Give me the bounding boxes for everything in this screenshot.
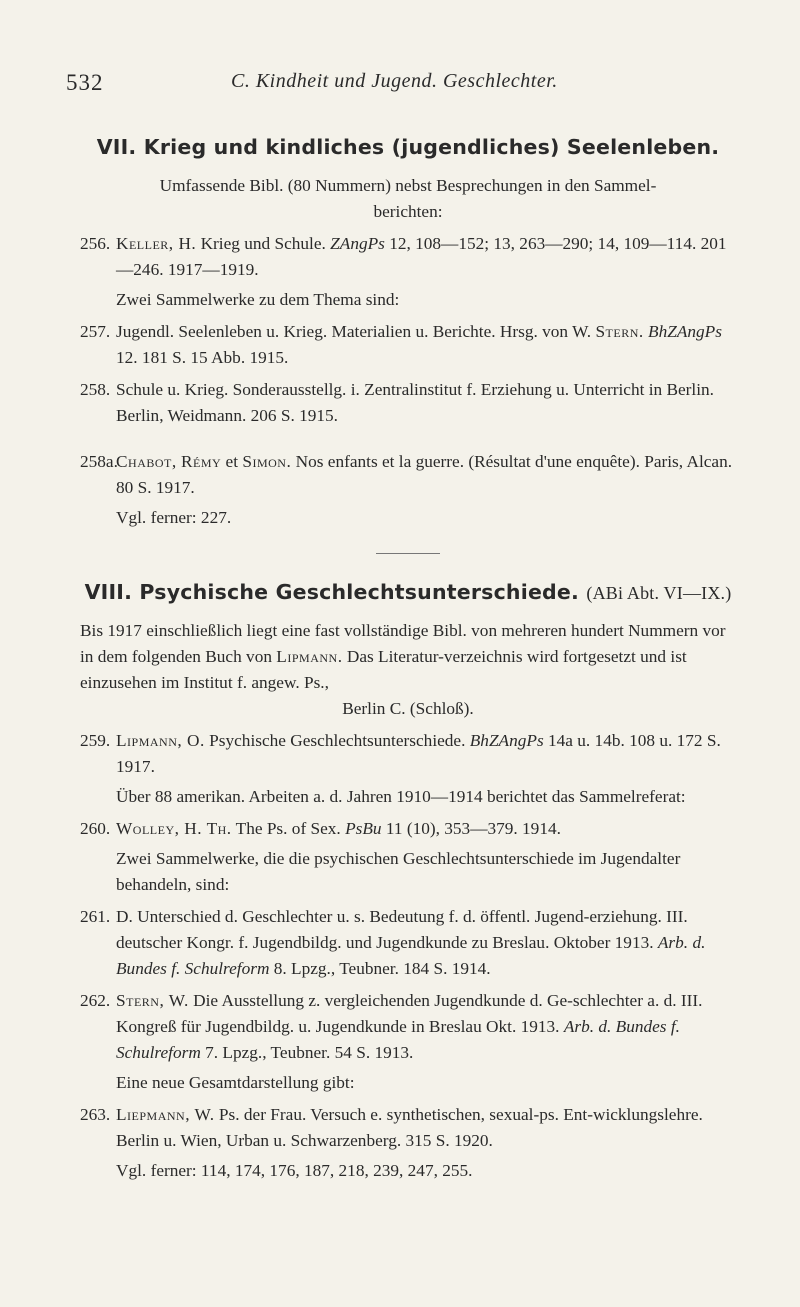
section-8-title-main: VIII. Psychische Geschlechtsunterschiede. (84, 580, 580, 604)
entry-text: Psychische Geschlechtsunterschiede. (204, 731, 470, 750)
note: Zwei Sammelwerke zu dem Thema sind: (116, 290, 400, 309)
entry-journal: BhZAngPs (469, 731, 544, 750)
section-8-title (80, 580, 736, 604)
entry-author: Lipmann, O. (116, 731, 205, 750)
see-also: Vgl. ferner: 114, 174, 176, 187, 218, 239, 247, 255. (116, 1161, 473, 1180)
section-7-intro-line-2: berichten: (373, 202, 443, 221)
running-title: C. Kindheit und Jugend. Geschlechter. (231, 70, 558, 92)
entry-text: Schule u. Krieg. Sonderausstellg. i. Zentralinstitut f. Erziehung u. Unterricht in Berlin. Berlin, Weidmann. 206 S. 1915. (116, 380, 714, 425)
entry-258 (80, 377, 736, 429)
entry-text: 8. Lpzg., Teubner. 184 S. 1914. (269, 959, 491, 978)
entry-256 (80, 231, 736, 283)
entry-263 (80, 1102, 736, 1154)
entry-text: et (221, 452, 243, 471)
entry-author: Rémy (181, 452, 222, 471)
entry-number: 262. (80, 991, 111, 1010)
page-header (66, 70, 746, 104)
entry-text: Ps. der Frau. Versuch e. synthetischen, sexual-ps. Ent-wicklungslehre. Berlin u. Wien, Urban u. Schwarzenberg. 315 S. 1920. (116, 1105, 703, 1150)
entry-260 (80, 816, 736, 842)
entry-259 (80, 728, 736, 780)
entry-text: 14a u. 14b. 108 u. 172 S. 1917. (116, 731, 721, 776)
entry-261 (80, 904, 736, 982)
entry-number: 263. (80, 1105, 111, 1124)
entry-journal: PsBu (345, 819, 382, 838)
entry-258a (80, 449, 736, 501)
entry-text: Jugendl. Seelenleben u. Krieg. Materialien u. Berichte. Hrsg. von W. (116, 322, 596, 341)
section-8-intro-end: Berlin C. (Schloß). (342, 699, 474, 718)
section-7-intro-line-1: Umfassende Bibl. (80 Nummern) nebst Besprechungen in den Sammel- (159, 176, 657, 195)
entry-number: 258. (80, 380, 111, 399)
intro-text: Bis 1917 einschließlich liegt eine fast vollständige Bibl. von mehreren hundert Nummern vor in dem folgenden Buch von (80, 621, 726, 666)
entry-editor: Stern. (595, 322, 644, 341)
entry-author: Wolley, H. Th. (116, 819, 232, 838)
entry-journal: ZAngPs (330, 234, 385, 253)
page-number: 532 (66, 70, 104, 95)
entry-257 (80, 319, 736, 371)
entry-journal: Arb. d. Bundes f. Schulreform (116, 1017, 680, 1062)
entry-text: Die Ausstellung z. vergleichenden Jugendkunde d. Ge-schlechter a. d. III. Kongreß für Jugendbildg. u. Jugendkunde in Breslau Okt. 1913. (116, 991, 703, 1036)
entry-text: Nos enfants et la guerre. (Résultat d'une enquête). Paris, Alcan. 80 S. 1917. (116, 452, 733, 497)
section-8-intro (80, 618, 736, 696)
entry-author: Keller, H. (116, 234, 197, 253)
section-7-title: VII. Krieg und kindliches (jugendliches) Seelenleben. (96, 135, 720, 159)
entry-number: 259. (80, 731, 111, 750)
section-8-title-ref: (ABi Abt. VI—IX.) (586, 583, 732, 603)
page-content (80, 135, 736, 1184)
entry-number: 261. (80, 907, 111, 926)
entry-author: Simon. (242, 452, 292, 471)
see-also: Vgl. ferner: 227. (116, 508, 232, 527)
note: Über 88 amerikan. Arbeiten a. d. Jahren 1910—1914 berichtet das Sammelreferat: (116, 787, 686, 806)
entry-author: Liepmann, W. (116, 1105, 215, 1124)
entry-262 (80, 988, 736, 1066)
entry-text: Krieg und Schule. (196, 234, 331, 253)
entry-author: Stern, W. (116, 991, 189, 1010)
intro-text: Das Literatur-verzeichnis wird fortgesetzt und ist einzusehen im Institut f. angew. Ps., (80, 647, 687, 692)
entry-text: 12, 108—152; 13, 263—290; 14, 109—114. 201—246. 1917—1919. (116, 234, 727, 279)
entry-text: 11 (10), 353—379. 1914. (381, 819, 561, 838)
entry-number: 257. (80, 322, 111, 341)
section-divider (376, 553, 440, 554)
entry-text: 12. 181 S. 15 Abb. 1915. (116, 348, 289, 367)
intro-author: Lipmann. (276, 647, 343, 666)
entry-text: The Ps. of Sex. (231, 819, 346, 838)
entry-number: 260. (80, 819, 111, 838)
entry-journal: Arb. d. Bundes f. Schulreform (116, 933, 706, 978)
entry-number: 256. (80, 234, 111, 253)
entry-author: Chabot, (116, 452, 177, 471)
entry-journal: BhZAngPs (648, 322, 722, 341)
note: Eine neue Gesamtdarstellung gibt: (116, 1073, 355, 1092)
note: Zwei Sammelwerke, die die psychischen Geschlechtsunterschiede im Jugendalter behandeln, sind: (116, 849, 681, 894)
entry-text: 7. Lpzg., Teubner. 54 S. 1913. (200, 1043, 414, 1062)
entry-number: 258a. (80, 452, 118, 471)
entry-text: D. Unterschied d. Geschlechter u. s. Bedeutung f. d. öffentl. Jugend-erziehung. III. deutscher Kongr. f. Jugendbildg. und Jugendkunde zu Breslau. Oktober 1913. (116, 907, 688, 952)
